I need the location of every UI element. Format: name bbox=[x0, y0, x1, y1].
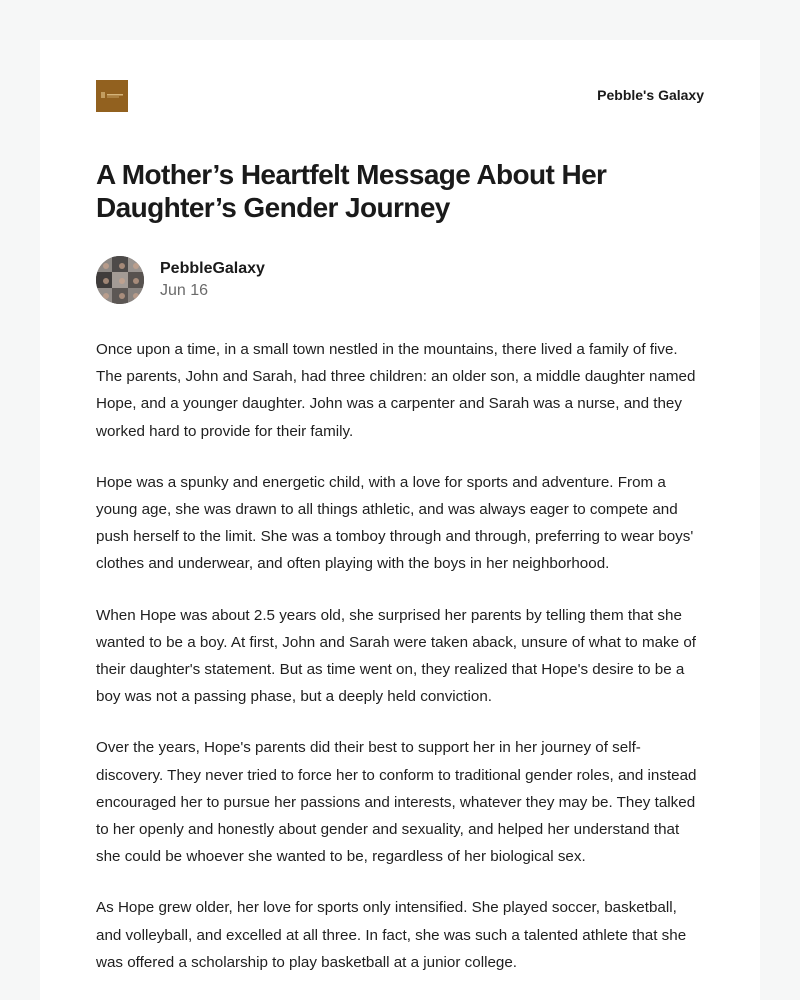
article-paragraph: As Hope grew older, her love for sports only intensified. She played soccer, basketball, and volleyball, and excelled at all three. In fact, she was such a talented athlete that she was offered a scholarship to play basketball at a junior college. bbox=[96, 899, 687, 971]
publication-logo-icon[interactable] bbox=[96, 80, 128, 112]
post-date: Jun 16 bbox=[160, 282, 209, 299]
author-avatar[interactable] bbox=[96, 256, 144, 304]
author-byline bbox=[96, 256, 496, 304]
article-paragraph: When Hope was about 2.5 years old, she surprised her parents by telling them that she wanted to be a boy. At first, John and Sarah were taken aback, unsure of what to make of their daughter's statement. But as time went on, they realized that Hope's desire to be a boy was not a passing phase, but a deeply held conviction. bbox=[96, 606, 696, 706]
post-title: A Mother’s Heartfelt Message About Her Daughter’s Gender Journey bbox=[96, 159, 607, 223]
author-name[interactable]: PebbleGalaxy bbox=[160, 260, 265, 277]
article-paragraph: Once upon a time, in a small town nestled in the mountains, there lived a family of five. The parents, John and Sarah, had three children: an older son, a middle daughter named Hope, and a younger daughter. John was a carpenter and Sarah was a nurse, and they worked hard to provide for their family. bbox=[96, 341, 696, 440]
article-paragraph: Hope was a spunky and energetic child, with a love for sports and adventure. From a young age, she was drawn to all things athletic, and was always eager to compete and push herself to the limit. She was a tomboy through and through, preferring to wear boys' clothes and underwear, and often playing with the boys in her neighborhood. bbox=[96, 473, 694, 573]
publication-name-link[interactable]: Pebble's Galaxy bbox=[597, 87, 704, 103]
article-paragraph: Over the years, Hope's parents did their best to support her in her journey of self-discovery. They never tried to force her to conform to traditional gender roles, and instead encouraged her to pursue her passions and interests, whatever they may be. They talked to her openly and honestly about gender and sexuality, and helped her understand that she could be whoever she wanted to be, regardless of her biological sex. bbox=[96, 739, 697, 866]
post-card bbox=[40, 40, 760, 1000]
article-body bbox=[96, 336, 702, 1000]
publication-header bbox=[96, 80, 704, 112]
